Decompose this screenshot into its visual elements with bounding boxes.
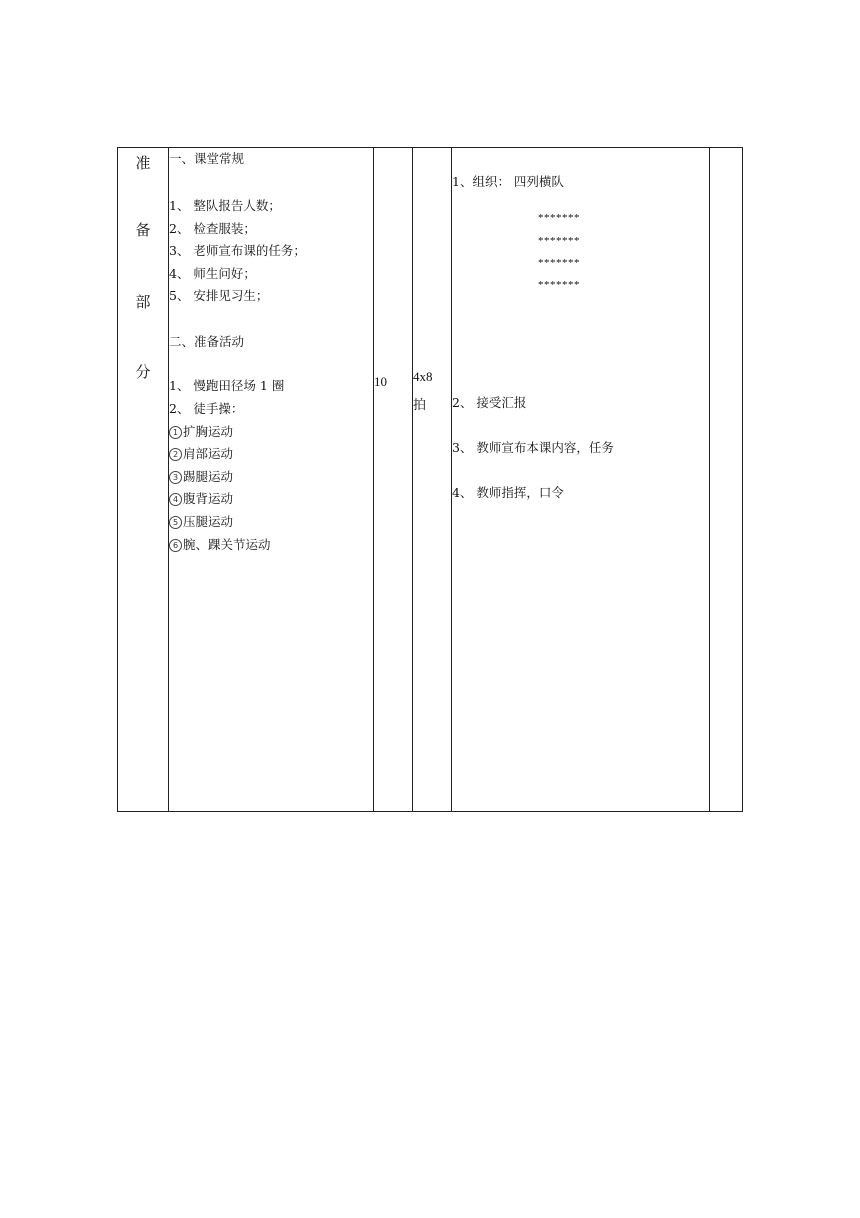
circled-number: 2 (169, 448, 182, 461)
circled-number: 3 (169, 471, 182, 484)
warmup-item: 1、 慢跑田径场 1 圈 (169, 378, 285, 393)
section-title-char: 准 (135, 154, 151, 172)
routine-item: 1、 整队报告人数； (169, 198, 281, 213)
section-title-char: 部 (135, 293, 151, 311)
formation-row: ******* (538, 212, 580, 224)
formation-row: ******* (538, 235, 580, 247)
reps-value: 4x8 (413, 369, 433, 384)
circled-number: 5 (169, 516, 182, 529)
reps-cell (413, 148, 451, 811)
exercise-item (169, 469, 233, 485)
reps-unit: 拍 (413, 397, 427, 412)
section-title-cell (118, 148, 168, 811)
circled-number: 4 (169, 493, 182, 506)
content-cell (169, 148, 373, 811)
exercise-item (169, 424, 233, 440)
routine-item: 2、 检查服装； (169, 221, 256, 236)
circled-number: 6 (169, 539, 182, 552)
exercise-label: 腹背运动 (183, 491, 234, 506)
lesson-plan-table (117, 147, 743, 812)
formation-row: ******* (538, 257, 580, 269)
heading-warmup: 二、准备活动 (169, 334, 245, 349)
exercise-label: 踢腿运动 (183, 469, 234, 484)
notes-cell (710, 148, 743, 811)
org-item: 4、 教师指挥，口令 (452, 485, 564, 500)
organization-cell (452, 148, 709, 811)
section-title-char: 分 (135, 363, 151, 381)
org-item-formation: 1、组织： 四列横队 (452, 174, 564, 189)
time-cell (374, 148, 412, 811)
routine-item: 5、 安排见习生； (169, 288, 269, 303)
section-title-char: 备 (135, 221, 151, 239)
circled-number: 1 (169, 426, 182, 439)
exercise-item (169, 446, 233, 462)
heading-routine: 一、课堂常规 (169, 151, 245, 166)
exercise-label: 腕、踝关节运动 (183, 537, 271, 552)
exercise-label: 压腿运动 (183, 514, 234, 529)
formation-row: ******* (538, 279, 580, 291)
exercise-label: 肩部运动 (183, 446, 234, 461)
exercise-item (169, 491, 233, 507)
org-item: 2、 接受汇报 (452, 395, 527, 410)
warmup-item: 2、 徒手操： (169, 401, 244, 416)
exercise-item (169, 537, 271, 553)
exercise-item (169, 514, 233, 530)
routine-item: 4、 师生问好； (169, 266, 256, 281)
time-value: 10 (374, 374, 387, 389)
org-item: 3、 教师宣布本课内容，任务 (452, 440, 614, 455)
exercise-label: 扩胸运动 (183, 424, 234, 439)
routine-item: 3、 老师宣布课的任务； (169, 243, 306, 258)
